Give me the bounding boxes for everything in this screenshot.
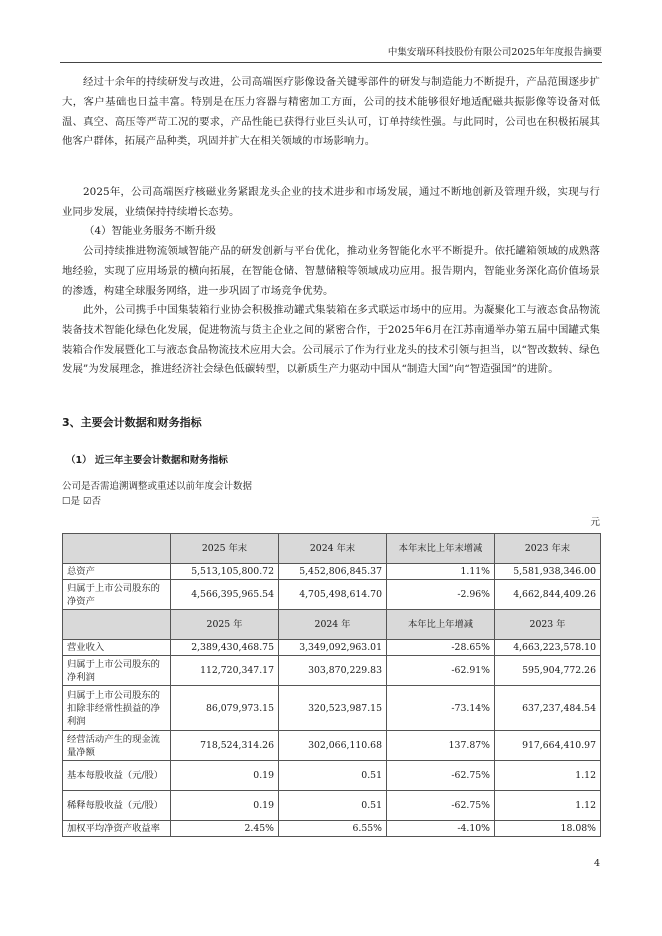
table-cell: 112,720,347.17	[171, 656, 279, 686]
row-label: 稀释每股收益（元/股）	[63, 791, 171, 821]
table-cell: -62.91%	[387, 656, 495, 686]
row-label: 基本每股收益（元/股）	[63, 761, 171, 791]
table-header-row-year	[63, 610, 601, 640]
table-header-cell: 2025 年末	[171, 534, 279, 564]
table-header-cell	[63, 534, 171, 564]
table-cell: 595,904,772.26	[495, 656, 601, 686]
subheading-smart-business: （4）智能业务服务不断升级	[84, 225, 216, 237]
table-cell: 917,664,410.97	[495, 731, 601, 761]
table-cell: 0.51	[279, 791, 387, 821]
row-label: 归属于上市公司股东的净资产	[63, 580, 171, 610]
table-cell: 0.51	[279, 761, 387, 791]
table-cell: 302,066,110.68	[279, 731, 387, 761]
table-row	[63, 686, 601, 731]
table-cell: 303,870,229.83	[279, 656, 387, 686]
table-cell: 0.19	[171, 791, 279, 821]
table-cell: 1.12	[495, 761, 601, 791]
paragraph-2025-mri: 2025年，公司高端医疗核磁业务紧跟龙头企业的技术进步和市场发展，通过不断地创新及管理升级，实现与行业同步发展，业绩保持持续增长态势。	[62, 186, 600, 218]
table-cell: 5,581,938,346.00	[495, 564, 601, 580]
table-cell: -28.65%	[387, 640, 495, 656]
table-row	[63, 640, 601, 656]
table-cell: 5,452,806,845.37	[279, 564, 387, 580]
table-header-cell: 2023 年	[495, 610, 601, 640]
table-cell: 1.12	[495, 791, 601, 821]
paragraph-smart-logistics: 公司持续推进物流领域智能产品的研发创新与平台优化，推动业务智能化水平不断提升。依托罐箱领域的成熟落地经验，实现了应用场景的横向拓展，在智能仓储、智慧储粮等领域成功应用。报告期内，智能业务深化高价值场景的渗透，构建全球服务网络，进一步巩固了市场竞争优势。	[62, 245, 600, 297]
table-cell: -62.75%	[387, 761, 495, 791]
row-label: 营业收入	[63, 640, 171, 656]
table-row	[63, 564, 601, 580]
table-cell: 2,389,430,468.75	[171, 640, 279, 656]
row-label: 总资产	[63, 564, 171, 580]
table-cell: 637,237,484.54	[495, 686, 601, 731]
restatement-answer: ☐是 ☑否	[62, 496, 102, 507]
table-cell: 2.45%	[171, 821, 279, 837]
table-header-cell: 2024 年末	[279, 534, 387, 564]
row-label: 归属于上市公司股东的扣除非经常性损益的净利润	[63, 686, 171, 731]
restatement-question: 公司是否需追溯调整或重述以前年度会计数据	[62, 481, 253, 492]
table-cell: 718,524,314.26	[171, 731, 279, 761]
table-cell: 5,513,105,800.72	[171, 564, 279, 580]
row-label: 经营活动产生的现金流量净额	[63, 731, 171, 761]
table-header-row-year-end	[63, 534, 601, 564]
row-label: 加权平均净资产收益率	[63, 821, 171, 837]
table-cell: 1.11%	[387, 564, 495, 580]
table-header-cell: 2023 年末	[495, 534, 601, 564]
table-cell: 4,662,844,409.26	[495, 580, 601, 610]
report-title: 中集安瑞环科技股份有限公司2025年年度报告摘要	[387, 47, 602, 58]
table-cell: -73.14%	[387, 686, 495, 731]
table-row	[63, 821, 601, 837]
table-cell: 137.87%	[387, 731, 495, 761]
table-row	[63, 580, 601, 610]
table-cell: 18.08%	[495, 821, 601, 837]
table-cell: -2.96%	[387, 580, 495, 610]
table-header-cell: 本年比上年增减	[387, 610, 495, 640]
section-subheading: （1） 近三年主要会计数据和财务指标	[66, 455, 228, 466]
table-header-cell: 2025 年	[171, 610, 279, 640]
table-header-cell: 本年末比上年末增减	[387, 534, 495, 564]
table-header-cell: 2024 年	[279, 610, 387, 640]
row-label: 归属于上市公司股东的净利润	[63, 656, 171, 686]
paragraph-tank-container: 此外，公司携手中国集装箱行业协会积极推动罐式集装箱在多式联运市场中的应用。为凝聚化工与液态食品物流装备技术智能化绿色化发展，促进物流与货主企业之间的紧密合作，于2025年6月在江苏南通举办第五届中国罐式集装箱合作发展暨化工与液态食品物流技术应用大会。公司展示了作为行业龙头的技术引领与担当，以“智改数转、绿色发展”为发展理念，推进经济社会绿色低碳转型，以新质生产力驱动中国从“制造大国”向“智造强国”的进阶。	[62, 304, 600, 376]
table-header-cell	[63, 610, 171, 640]
page-header	[60, 46, 602, 63]
page-number: 4	[593, 858, 600, 869]
table-cell: -4.10%	[387, 821, 495, 837]
table-row	[63, 791, 601, 821]
table-cell: 6.55%	[279, 821, 387, 837]
table-row	[63, 656, 601, 686]
section-heading: 3、主要会计数据和财务指标	[62, 416, 202, 429]
table-cell: 320,523,987.15	[279, 686, 387, 731]
table-row	[63, 761, 601, 791]
paragraph-medical-imaging: 经过十余年的持续研发与改进，公司高端医疗影像设备关键零部件的研发与制造能力不断提升，产品范围逐步扩大，客户基础也日益丰富。特别是在压力容器与精密加工方面，公司的技术能够很好地适配磁共振影像等设备对低温、真空、高压等严苛工况的要求，产品性能已获得行业巨头认可，订单持续性强。与此同时，公司也在积极拓展其他客户群体，拓展产品种类，巩固并扩大在相关领域的市场影响力。	[62, 76, 600, 148]
table-cell: 4,705,498,614.70	[279, 580, 387, 610]
financial-data-table	[62, 533, 601, 837]
table-cell: 4,663,223,578.10	[495, 640, 601, 656]
table-cell: 0.19	[171, 761, 279, 791]
currency-unit: 元	[590, 517, 600, 528]
table-cell: 4,566,395,965.54	[171, 580, 279, 610]
table-cell: -62.75%	[387, 791, 495, 821]
table-cell: 86,079,973.15	[171, 686, 279, 731]
table-row	[63, 731, 601, 761]
table-cell: 3,349,092,963.01	[279, 640, 387, 656]
